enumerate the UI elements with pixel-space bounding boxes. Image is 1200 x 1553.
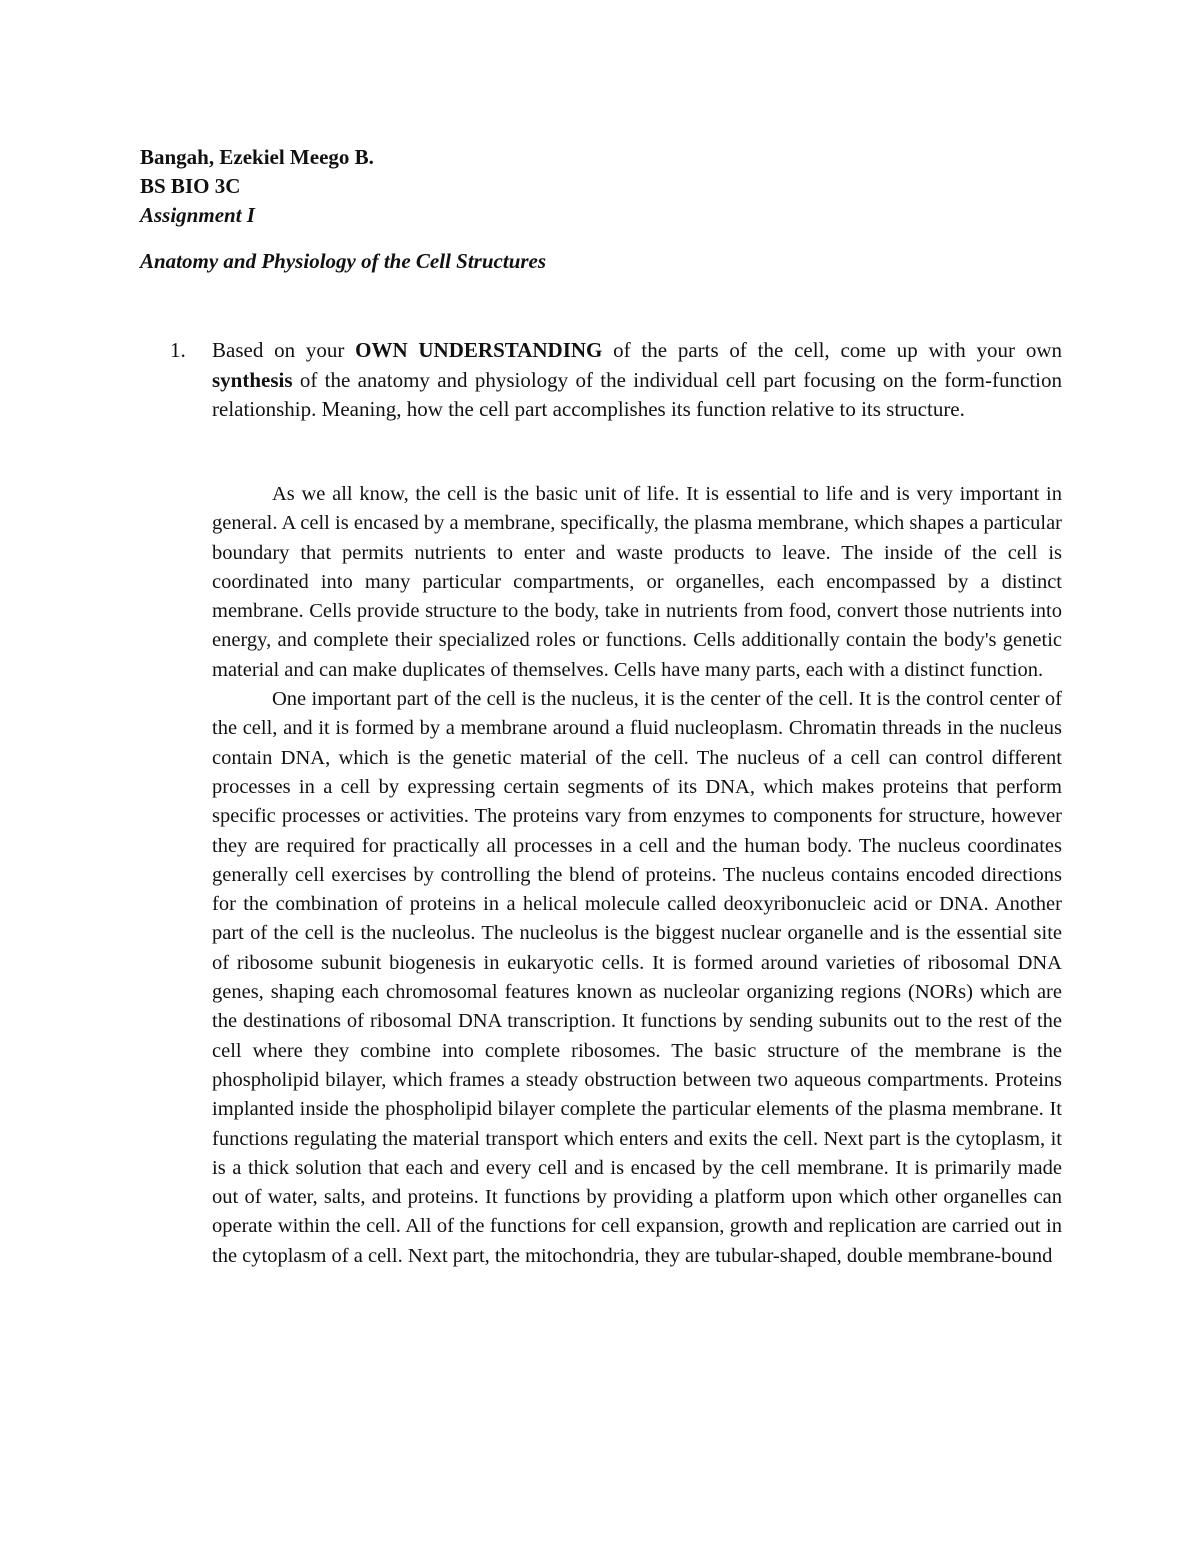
student-name: Bangah, Ezekiel Meego B. <box>140 145 374 169</box>
question-number: 1. <box>170 338 186 362</box>
question-text <box>212 336 1062 425</box>
topic-title: Anatomy and Physiology of the Cell Structures <box>140 249 547 273</box>
question-item <box>170 336 1062 425</box>
answer-paragraph-cell-parts: One important part of the cell is the nucleus, it is the center of the cell. It is the control center of the cell, and it is formed by a membrane around a fluid nucleoplasm. Chromatin threads in the nucleus contain DNA, which is the genetic material of the cell. The nucleus of a cell can control different processes in a cell by expressing certain segments of its DNA, which makes proteins that perform specific processes or activities. The proteins vary from enzymes to components for structure, however they are required for practically all processes in a cell and the human body. The nucleus coordinates generally cell exercises by controlling the blend of proteins. The nucleus contains encoded directions for the combination of proteins in a helical molecule called deoxyribonucleic acid or DNA. Another part of the cell is the nucleolus. The nucleolus is the biggest nuclear organelle and is the essential site of ribosome subunit biogenesis in eukaryotic cells. It is formed around varieties of ribosomal DNA genes, shaping each chromosomal features known as nucleolar organizing regions (NORs) which are the destinations of ribosomal DNA transcription. It functions by sending subunits out to the rest of the cell where they combine into complete ribosomes. The basic structure of the membrane is the phospholipid bilayer, which frames a steady obstruction between two aqueous compartments. Proteins implanted inside the phospholipid bilayer complete the particular elements of the plasma membrane. It functions regulating the material transport which enters and exits the cell. Next part is the cytoplasm, it is a thick solution that each and every cell and is encased by the cell membrane. It is primarily made out of water, salts, and proteins. It functions by providing a platform upon which other organelles can operate within the cell. All of the functions for cell expansion, growth and replication are carried out in the cytoplasm of a cell. Next part, the mitochondria, they are tubular-shaped, double membrane-bound <box>212 688 1062 1267</box>
question-text-part: of the anatomy and physiology of the individual cell part focusing on the form-function relationship. Meaning, how the cell part accomplishes its function relative to its structure. <box>212 367 1062 421</box>
question-emphasis-own-understanding: OWN UNDERSTANDING <box>355 338 603 362</box>
document-header <box>140 143 1060 276</box>
answer-body <box>212 480 1062 1271</box>
student-section: BS BIO 3C <box>140 174 241 198</box>
question-text-part: of the parts of the cell, come up with your own <box>602 338 1062 362</box>
assignment-title: Assignment I <box>140 203 255 227</box>
question-block <box>170 336 1062 425</box>
answer-paragraph-intro: As we all know, the cell is the basic unit of life. It is essential to life and is very important in general. A cell is encased by a membrane, specifically, the plasma membrane, which shapes a particular boundary that permits nutrients to enter and waste products to leave. The inside of the cell is coordinated into many particular compartments, or organelles, each encompassed by a distinct membrane. Cells provide structure to the body, take in nutrients from food, convert those nutrients into energy, and complete their specialized roles or functions. Cells additionally contain the body's genetic material and can make duplicates of themselves. Cells have many parts, each with a distinct function. <box>212 483 1062 681</box>
question-text-part: Based on your <box>212 338 356 362</box>
question-emphasis-synthesis: synthesis <box>212 367 293 392</box>
header-spacer <box>140 230 1060 247</box>
